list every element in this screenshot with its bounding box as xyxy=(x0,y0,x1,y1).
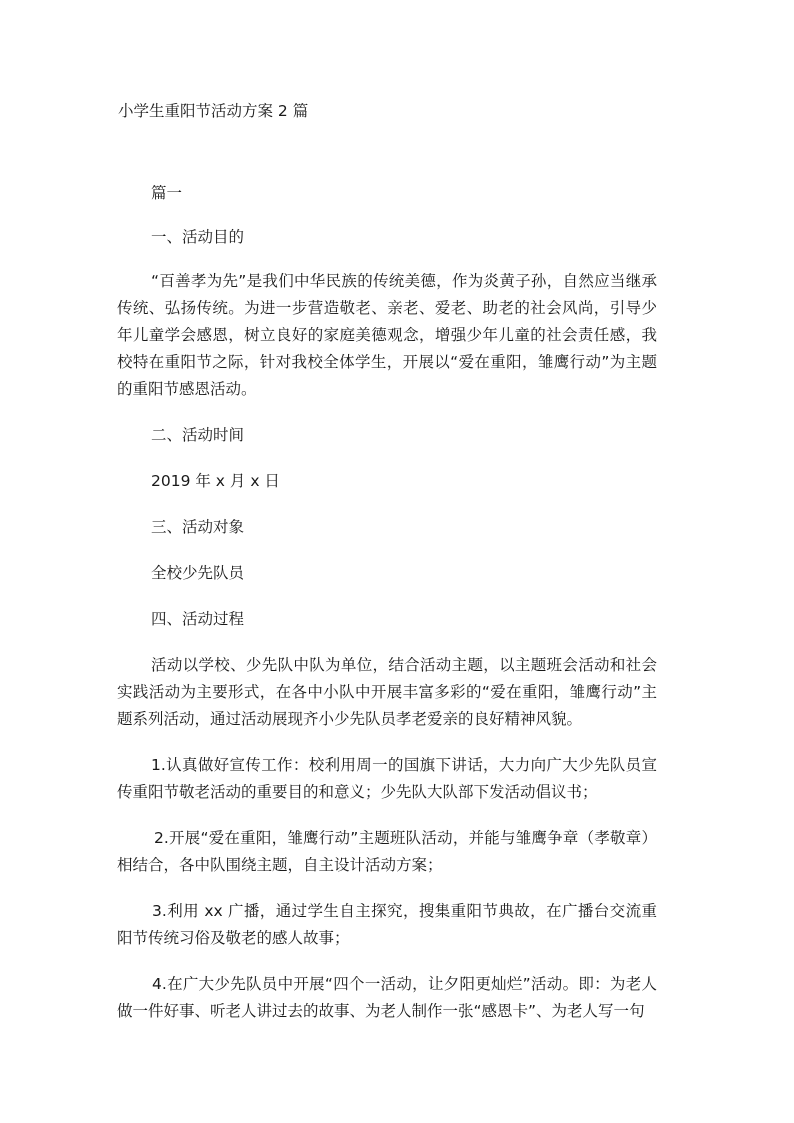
process-item-2: 2.开展“爱在重阳，雏鹰行动”主题班队活动，并能与雏鹰争章（孝敬章）相结合，各中队围绕主题，自主设计活动方案； xyxy=(117,829,657,874)
process-item-1: 1.认真做好宣传工作：校利用周一的国旗下讲话，大力向广大少先队员宣传重阳节敬老活动的重要目的和意义；少先队大队部下发活动倡议书； xyxy=(117,756,657,801)
process-item-3: 3.利用 xx 广播，通过学生自主探究，搜集重阳节典故，在广播台交流重阳节传统习俗及敬老的感人故事； xyxy=(117,902,657,947)
document-title: 小学生重阳节活动方案 2 篇 xyxy=(118,102,309,120)
process-item-4: 4.在广大少先队员中开展“四个一活动，让夕阳更灿烂”活动。即：为老人做一件好事、听老人讲过去的故事、为老人制作一张“感恩卡”、为老人写一句 xyxy=(117,975,657,1020)
section-label: 篇一 xyxy=(151,184,183,202)
document-body xyxy=(117,180,657,1025)
activity-date: 2019 年 x 月 x 日 xyxy=(151,472,280,490)
heading-time: 二、活动时间 xyxy=(151,426,245,444)
process-paragraph: 活动以学校、少先队中队为单位，结合活动主题，以主题班会活动和社会实践活动为主要形式，在各中小队中开展丰富多彩的“爱在重阳，雏鹰行动”主题系列活动，通过活动展现齐小少先队员孝老爱亲的良好精神风貌。 xyxy=(117,656,657,728)
heading-audience: 三、活动对象 xyxy=(151,518,245,536)
purpose-paragraph: “百善孝为先”是我们中华民族的传统美德，作为炎黄子孙，自然应当继承传统、弘扬传统。为进一步营造敬老、亲老、爱老、助老的社会风尚，引导少年儿童学会感恩，树立良好的家庭美德观念，增强少年儿童的社会责任感，我校特在重阳节之际，针对我校全体学生，开展以“爱在重阳，雏鹰行动”为主题的重阳节感恩活动。 xyxy=(117,272,657,398)
heading-process: 四、活动过程 xyxy=(151,610,245,628)
audience-text: 全校少先队员 xyxy=(151,564,245,582)
heading-purpose: 一、活动目的 xyxy=(151,228,245,246)
